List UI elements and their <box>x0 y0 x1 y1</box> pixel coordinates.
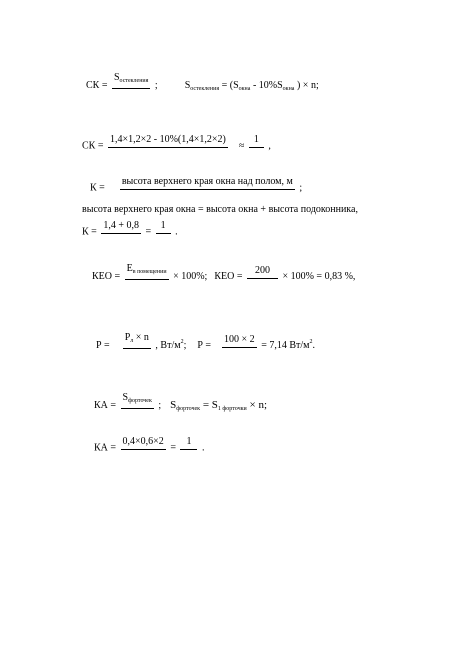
equals-sign: = <box>145 226 152 238</box>
fraction-result: 1 <box>156 220 171 244</box>
equals-sign: = <box>170 442 176 454</box>
numerator: $Р_л \times n$ <box>123 332 151 349</box>
lhs-2: Р = <box>197 339 212 351</box>
numerator: высота верхнего края окна над полом, м <box>120 176 295 190</box>
fraction <box>121 392 154 419</box>
formula-sk-definition <box>86 72 319 99</box>
fraction <box>125 263 169 290</box>
formula-sk-calculation <box>82 134 271 158</box>
formula-ka-definition <box>94 392 267 419</box>
fraction-result: 1 <box>249 134 264 158</box>
lhs-2: КЕО = <box>214 270 243 282</box>
numerator: 1,4×1,2×2 - 10%(1,4×1,2×2) <box>108 134 228 148</box>
fraction <box>112 72 150 99</box>
glass-area-formula: $S_{остекления} = (S_{окна} - 10\%S_{окна}$ ) × n; <box>184 79 319 92</box>
fraction <box>120 176 295 200</box>
fraction <box>108 134 228 158</box>
formula-power <box>96 332 315 359</box>
lhs: КА = <box>94 442 117 454</box>
numerator: $Е_{в помещении}$ <box>125 263 169 280</box>
keo-result: × 100% = 0,83 %, <box>282 270 356 282</box>
window-height-note: высота верхнего края окна = высота окна + высота подоконника, <box>82 204 358 215</box>
fraction-value: 200 <box>247 265 278 289</box>
approx-sign: ≈ <box>238 140 245 152</box>
power-result: = 7,14 $Вт/м^2$. <box>261 338 315 351</box>
fraction-result: 1 <box>180 436 197 460</box>
lhs: К = <box>82 226 97 238</box>
semicolon: ; <box>158 399 162 411</box>
period: . <box>201 442 205 454</box>
numerator: $S_{остекления}$ <box>112 72 150 89</box>
fraction-value: 100 × 2 <box>222 334 257 358</box>
numerator: 1,4 + 0,8 <box>101 220 141 234</box>
lhs: Р = <box>96 339 110 351</box>
numerator: $S_{форточек}$ <box>121 392 154 409</box>
formula-keo <box>92 263 355 290</box>
fraction <box>101 220 141 244</box>
formula-k-calculation <box>82 220 178 244</box>
times-100: × 100%; <box>173 270 208 282</box>
semicolon: ; <box>299 182 303 194</box>
lhs: К = <box>90 182 105 194</box>
formula-k-definition <box>90 176 302 200</box>
vent-area-formula: $S_{форточек} = S_{1 форточки} \times n$; <box>170 398 268 412</box>
numerator: 0,4×0,6×2 <box>121 436 166 450</box>
lhs: КА = <box>94 399 117 411</box>
fraction <box>123 332 151 359</box>
comma: , <box>268 140 271 152</box>
unit: , $Вт/м^2$; <box>155 338 187 351</box>
lhs: СК = <box>86 79 108 91</box>
formula-ka-calculation <box>94 436 204 460</box>
lhs: СК = <box>82 140 104 152</box>
fraction <box>121 436 166 460</box>
semicolon: ; <box>154 79 158 91</box>
period: . <box>175 226 178 238</box>
lhs: КЕО = <box>92 270 121 282</box>
